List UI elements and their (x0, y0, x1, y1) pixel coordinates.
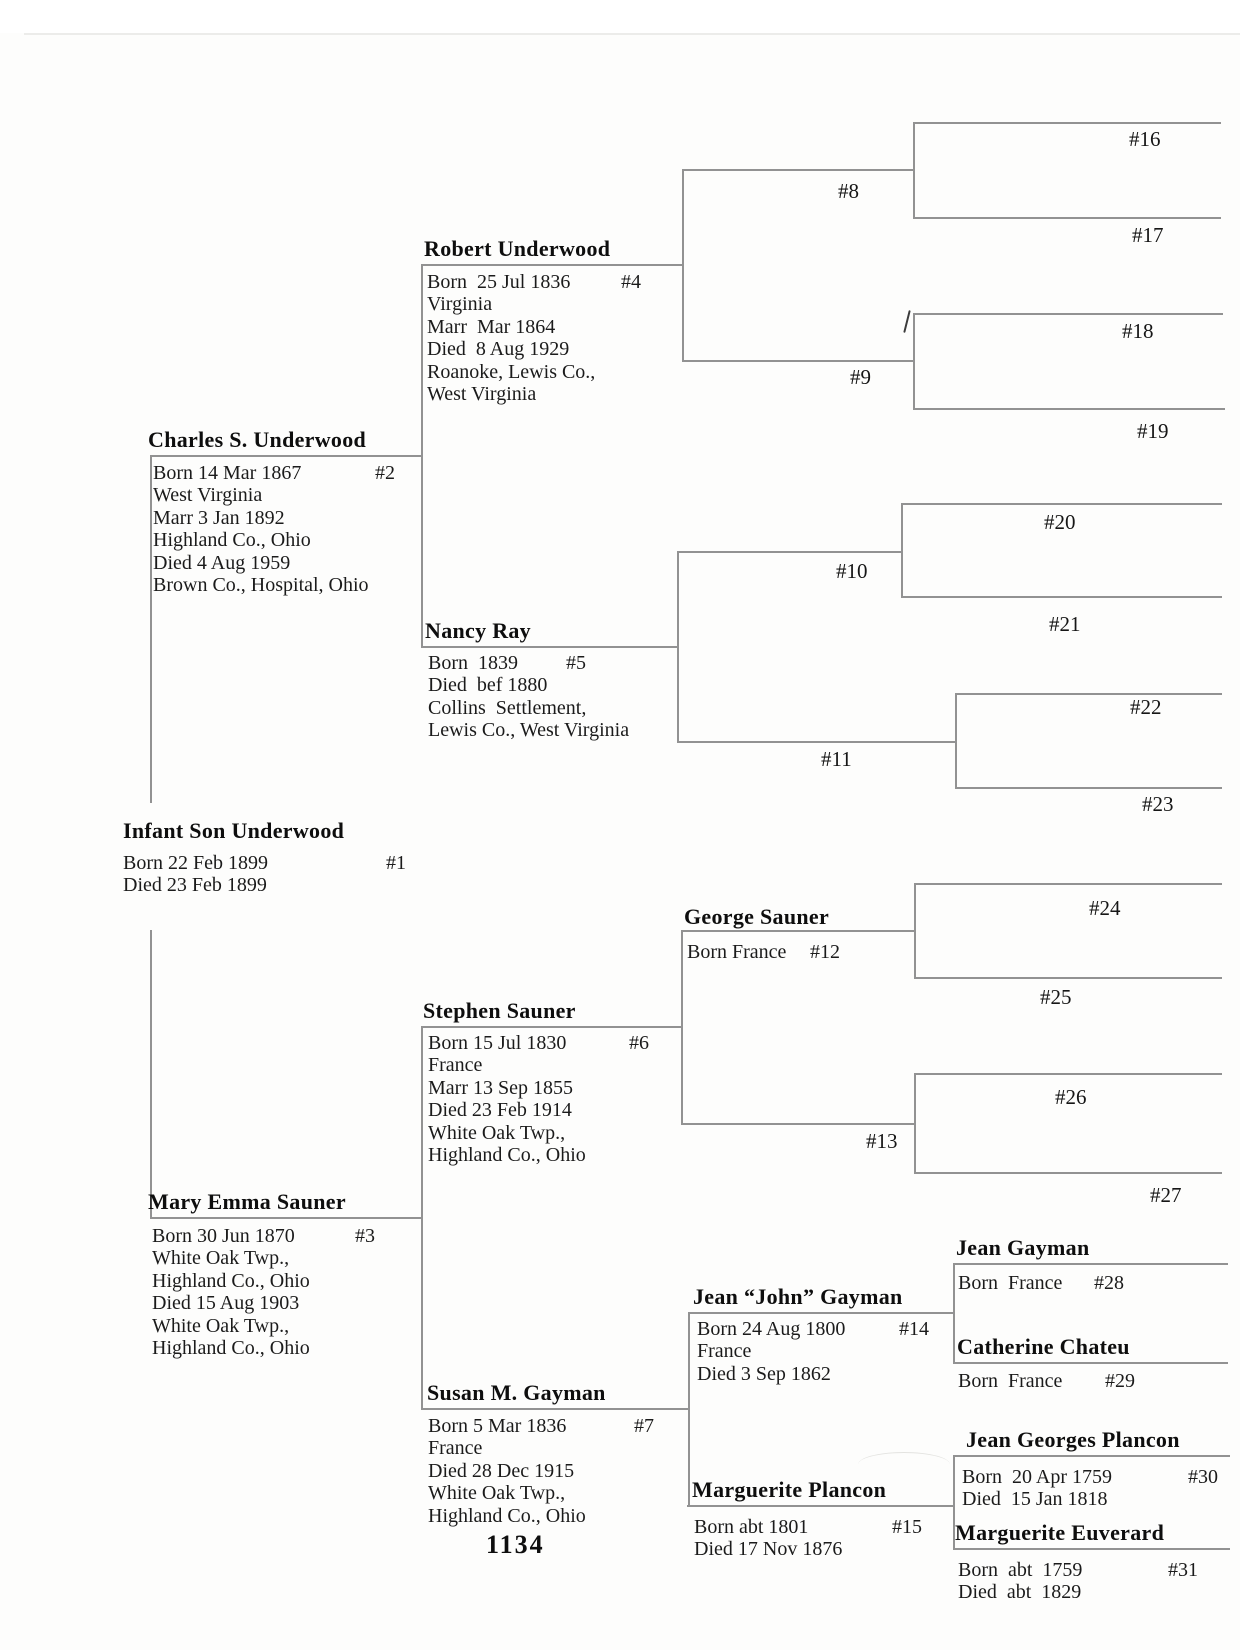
person-details (428, 1415, 654, 1527)
ancestor-12-line (682, 930, 914, 932)
page-number: 1134 (486, 1530, 545, 1559)
detail-text: Born France (958, 1370, 1063, 1392)
scan-edge-artifact (0, 0, 1240, 33)
detail-text: White Oak Twp., (428, 1121, 566, 1144)
person-details (687, 941, 840, 963)
ancestor-13-line (681, 1123, 914, 1125)
detail-text: Roanoke, Lewis Co., (427, 360, 596, 383)
detail-text: Born 1839 (428, 652, 518, 674)
detail-row (428, 1415, 654, 1437)
ahnentafel-number-23: #23 (1142, 792, 1174, 816)
ahnentafel-number-8: #8 (838, 179, 859, 203)
ahnentafel-number: #15 (892, 1516, 922, 1538)
ahnentafel-number-21: #21 (1049, 612, 1081, 636)
detail-row (153, 462, 395, 484)
detail-text: Highland Co., Ohio (152, 1269, 310, 1292)
detail-text: France (428, 1054, 483, 1077)
detail-text: Born 15 Jul 1830 (428, 1032, 567, 1054)
ahnentafel-number: #30 (1188, 1466, 1218, 1488)
detail-text: Marr 13 Sep 1855 (428, 1076, 573, 1099)
person-details (697, 1318, 929, 1385)
ahnentafel-number: #3 (355, 1225, 375, 1247)
detail-text: Collins Settlement, (428, 696, 587, 719)
ancestor-9-line (682, 360, 913, 362)
detail-text: Born 14 Mar 1867 (153, 462, 302, 484)
scan-wrinkle-artifact (858, 1452, 950, 1477)
ancestor-27-line (914, 1172, 1222, 1174)
person-name: Susan M. Gayman (427, 1380, 606, 1405)
person-name: Jean Gayman (956, 1235, 1090, 1260)
bracket-6-7 (421, 1026, 423, 1410)
ancestor-7-line (421, 1408, 688, 1410)
bracket-20-21 (901, 503, 903, 598)
detail-text: France (428, 1437, 483, 1460)
detail-text: Born 25 Jul 1836 (427, 271, 571, 293)
person-details (428, 652, 630, 742)
ahnentafel-number: #4 (621, 271, 641, 293)
detail-text: Marr 3 Jan 1892 (153, 506, 285, 529)
person-name: Marguerite Plancon (692, 1477, 887, 1502)
detail-text: Died bef 1880 (428, 674, 548, 697)
pen-tick-artifact (903, 310, 911, 333)
detail-text: Highland Co., Ohio (428, 1504, 586, 1527)
detail-row (428, 652, 586, 674)
detail-row (962, 1466, 1218, 1488)
person-details (962, 1466, 1218, 1511)
detail-text: Born abt 1801 (694, 1516, 809, 1538)
detail-row (427, 271, 641, 293)
ahnentafel-number: #6 (629, 1032, 649, 1054)
detail-text: Born 22 Feb 1899 (123, 852, 268, 874)
ancestor-22-line (955, 693, 1222, 695)
ahnentafel-number-9: #9 (850, 365, 871, 389)
bracket-24-25 (914, 883, 916, 979)
detail-text: Died 23 Feb 1914 (428, 1099, 572, 1122)
bracket-18-19 (913, 313, 915, 410)
ancestor-29-line (953, 1362, 1228, 1364)
detail-row (958, 1559, 1198, 1581)
person-name: Jean “John” Gayman (693, 1284, 903, 1309)
ahnentafel-number-19: #19 (1137, 419, 1169, 443)
ancestor-19-line (913, 408, 1225, 410)
detail-text: Born 20 Apr 1759 (962, 1466, 1112, 1488)
detail-text: Lewis Co., West Virginia (428, 719, 630, 742)
person-details (958, 1272, 1124, 1294)
ahnentafel-number-20: #20 (1044, 510, 1076, 534)
detail-text: Born abt 1759 (958, 1559, 1083, 1581)
ancestor-15-line (687, 1505, 953, 1507)
ancestor-24-line (914, 883, 1222, 885)
detail-text: Highland Co., Ohio (153, 529, 311, 552)
person-details (958, 1559, 1198, 1604)
ahnentafel-number-16: #16 (1129, 127, 1161, 151)
ancestor-8-line (682, 169, 913, 171)
detail-row (958, 1272, 1124, 1294)
ahnentafel-number-26: #26 (1055, 1085, 1087, 1109)
person-name: Charles S. Underwood (148, 427, 367, 452)
ancestor-26-line (914, 1073, 1222, 1075)
ancestor-17-line (913, 217, 1221, 219)
ancestor-10-line (677, 551, 901, 553)
detail-text: Born 30 Jun 1870 (152, 1225, 295, 1247)
detail-row (697, 1318, 929, 1340)
bracket-8-9 (682, 169, 684, 362)
bracket-14-15 (688, 1312, 690, 1507)
ancestor-20-line (901, 503, 1222, 505)
ahnentafel-number: #29 (1105, 1370, 1135, 1392)
bracket-22-23 (955, 693, 957, 789)
detail-text: Died 23 Feb 1899 (123, 874, 267, 897)
ancestor-25-line (914, 977, 1222, 979)
detail-text: Died 8 Aug 1929 (427, 338, 570, 361)
person-name: Mary Emma Sauner (148, 1189, 346, 1214)
ahnentafel-number-22: #22 (1130, 695, 1162, 719)
detail-row (694, 1516, 922, 1538)
person-details (153, 462, 395, 596)
detail-text: Highland Co., Ohio (152, 1337, 310, 1360)
person-name: Stephen Sauner (423, 998, 576, 1023)
detail-text: Marr Mar 1864 (427, 315, 556, 338)
person-name: Nancy Ray (425, 618, 531, 643)
ahnentafel-number: #31 (1168, 1559, 1198, 1581)
detail-text: Died 28 Dec 1915 (428, 1459, 575, 1482)
detail-row (123, 852, 406, 874)
detail-text: White Oak Twp., (428, 1482, 566, 1505)
detail-text: Died 15 Jan 1818 (962, 1488, 1108, 1511)
ahnentafel-number-11: #11 (821, 747, 852, 771)
ahnentafel-number: #2 (375, 462, 395, 484)
detail-row (152, 1225, 375, 1247)
ahnentafel-number: #12 (810, 941, 840, 963)
detail-text: Born 24 Aug 1800 (697, 1318, 846, 1340)
bracket-10-11 (677, 551, 679, 743)
ancestor-5-line (421, 646, 677, 648)
ahnentafel-number: #1 (386, 852, 406, 874)
ahnentafel-number-18: #18 (1122, 319, 1154, 343)
ancestor-21-line (901, 596, 1222, 598)
ancestor-31-line (953, 1548, 1230, 1550)
detail-text: Died 4 Aug 1959 (153, 551, 291, 574)
ancestor-6-line (421, 1026, 681, 1028)
ancestor-11-line (677, 741, 955, 743)
detail-text: Died 3 Sep 1862 (697, 1362, 831, 1385)
ahnentafel-number-27: #27 (1150, 1183, 1182, 1207)
detail-text: Brown Co., Hospital, Ohio (153, 574, 369, 597)
person-name: Jean Georges Plancon (966, 1427, 1180, 1452)
person-details (123, 852, 406, 897)
ahnentafel-number: #7 (634, 1415, 654, 1437)
ancestor-4-line (421, 264, 682, 266)
ahnentafel-number: #28 (1094, 1272, 1124, 1294)
person-name: Marguerite Euverard (955, 1520, 1165, 1545)
detail-row (428, 1032, 649, 1054)
ahnentafel-number-10: #10 (836, 559, 868, 583)
person-name: Catherine Chateu (957, 1334, 1130, 1359)
ahnentafel-number: #5 (566, 652, 586, 674)
person-details (958, 1370, 1135, 1392)
ancestor-16-line (913, 122, 1221, 124)
ahnentafel-number-13: #13 (866, 1129, 898, 1153)
detail-text: France (697, 1340, 752, 1363)
detail-text: Died 17 Nov 1876 (694, 1538, 843, 1561)
detail-text: White Oak Twp., (152, 1314, 290, 1337)
ahnentafel-number: #14 (899, 1318, 929, 1340)
person-details (427, 271, 641, 405)
bracket-28-29 (953, 1263, 955, 1364)
scan-line-artifact (24, 33, 1240, 35)
person-name: George Sauner (684, 904, 830, 929)
bracket-4-5 (421, 264, 423, 648)
detail-text: West Virginia (427, 383, 537, 406)
bracket-12-13 (681, 930, 683, 1125)
ancestor-18-line (913, 313, 1223, 315)
ahnentafel-number-25: #25 (1040, 985, 1072, 1009)
ancestor-23-line (955, 787, 1222, 789)
detail-text: Born 5 Mar 1836 (428, 1415, 567, 1437)
ancestor-30-line (953, 1455, 1230, 1457)
ahnentafel-number-17: #17 (1132, 223, 1164, 247)
detail-text: Highland Co., Ohio (428, 1144, 586, 1167)
person-details (152, 1225, 375, 1359)
person-name: Robert Underwood (424, 236, 611, 261)
bracket-2-3-upper (150, 455, 152, 803)
bracket-2-3-lower (150, 930, 152, 1219)
detail-text: White Oak Twp., (152, 1247, 290, 1270)
detail-row (687, 941, 840, 963)
person-name: Infant Son Underwood (123, 818, 345, 843)
detail-row (958, 1370, 1135, 1392)
bracket-26-27 (914, 1073, 916, 1174)
bracket-16-17 (913, 122, 915, 219)
detail-text: Born France (687, 941, 787, 963)
ancestor-3-line (150, 1217, 421, 1219)
ahnentafel-number-24: #24 (1089, 896, 1121, 920)
ancestor-14-line (688, 1312, 953, 1314)
detail-text: Died abt 1829 (958, 1581, 1082, 1604)
detail-text: Died 15 Aug 1903 (152, 1292, 300, 1315)
person-details (428, 1032, 649, 1166)
ancestor-2-line (150, 455, 421, 457)
ancestor-28-line (953, 1263, 1228, 1265)
person-details (694, 1516, 922, 1561)
detail-text: Virginia (427, 293, 493, 316)
detail-text: West Virginia (153, 484, 263, 507)
detail-text: Born France (958, 1272, 1063, 1294)
